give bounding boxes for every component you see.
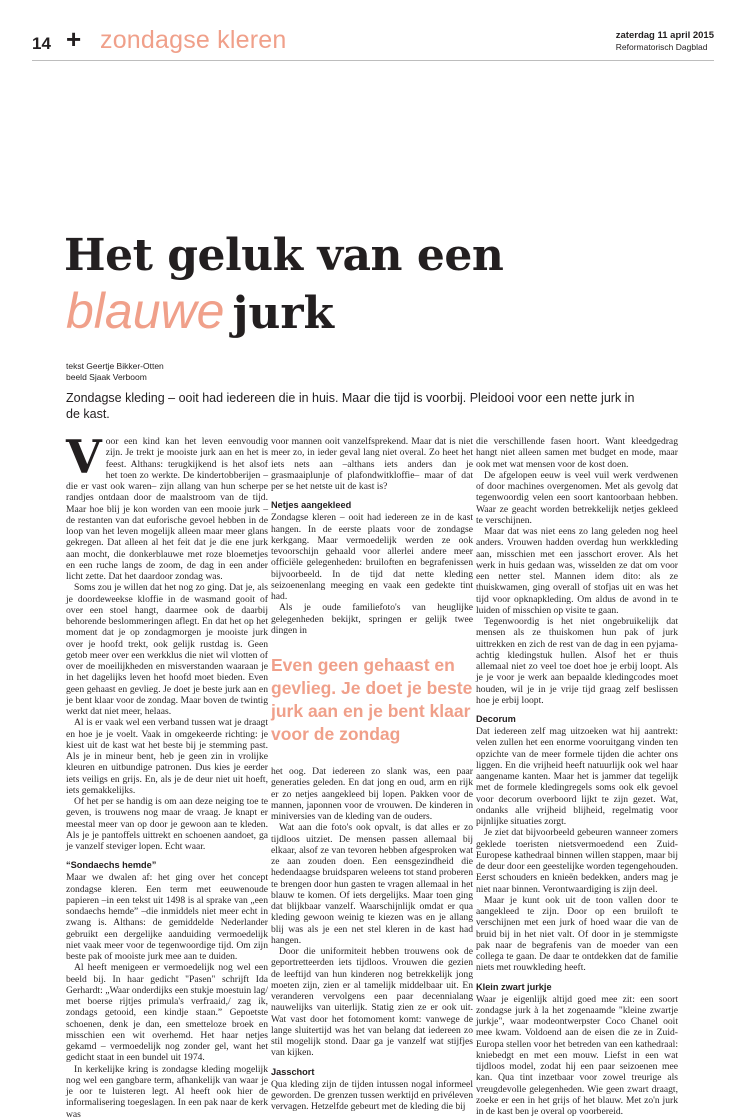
- pull-quote: Even geen gehaast en gevlieg. Je doet je beste jurk aan en je bent klaar voor de zondag: [271, 655, 473, 744]
- paragraph: Al is er vaak wel een verband tussen wat je draagt en hoe je je voelt. Vaak in omgekeerde richting: je kiest uit de kast wat het beste bij je stemming past. Als je in mineur bent, heb je geen zin in vrolijke kleuren en uitbundige patronen. Dus kies je eerder iets veiligs en grijs. En, als je de deur niet uit hoeft, iets gemakkelijks.: [66, 717, 268, 796]
- article-intro: Zondagse kleding – ooit had iedereen die in huis. Maar die tijd is voorbij. Pleidooi voor een nette jurk in de kast.: [66, 391, 635, 421]
- article-column-1: [66, 430, 268, 1120]
- subheading: Jasschort: [271, 1066, 315, 1077]
- byline: [66, 361, 164, 383]
- paragraph: In kerkelijke kring is zondagse kleding mogelijk nog wel een gangbare term, afhankelijk van waar je je oor te luisteren legt. Al heeft ook hier de informalisering toegeslagen. In een pak naar de kerk was: [66, 1063, 268, 1120]
- paragraph: Qua kleding zijn de tijden intussen nogal informeel geworden. De grenzen tussen werktijd en privéleven vervagen. Hetzelfde gebeurt met de kleding die bij: [271, 1078, 473, 1112]
- subheading: Netjes aangekleed: [271, 500, 352, 511]
- page-number: 14: [32, 34, 51, 53]
- header-meta: [616, 30, 714, 52]
- paragraph: Je ziet dat bijvoorbeeld gebeuren wanneer zomers geklede toeristen nietsvermoedend een Zuid-Europese kathedraal binnen willen stappen, maar bij de deur door een geestelijke worden tegengehouden. Eerst schouders en knieën bedekken, anders mag je niet naar binnen. Verontwaardiging is zijn deel.: [476, 827, 678, 895]
- paragraph: Door die uniformiteit hebben trouwens ook de geportretteerden iets tijdloos. Vrouwen die gezien de leeftijd van hun kinderen nog betrekkelijk jong moeten zijn, zien er al tamelijk middelbaar uit. En veranderen vervolgens een paar decennialang nauwelijks van uiterlijk. Statig zien ze er ook uit. Wat vast door het fotomoment komt: vanwege de lange sluitertijd was het van belang dat iedereen zo stil mogelijk stond. Daar ga je vanzelf wat stijfjes van kijken.: [271, 946, 473, 1059]
- paragraph: Maar je kunt ook uit de toon vallen door te aangekleed te zijn. Door op een bruiloft te verschijnen met een jurk of hoed waar die van de bruid bij in het niet valt. Of door in je stemmigste pak naar de begrafenis van de moeder van een collega te gaan. De daar te ontdekken dat de familie niets met rouwkleding heeft.: [476, 894, 678, 974]
- paragraph: Al heeft menigeen er vermoedelijk nog wel een beeld bij. In haar gedicht "Pasen" schrijft Ida Gerhardt: „Waar onderdijks een stukje moestuin lag/ met boerse rijtjes primula's verfraaid,/ zag ik, zondags getooid, een kindje staan.” Gepoetste schoenen, denk je dan, een smetteloze broek en misschien een wit overhemd. Het haar netjes gekamd – vermoedelijk nog zonder gel, want het gedicht staat in een bundel uit 1974.: [66, 962, 268, 1064]
- headline-accent-word: blauwe: [66, 283, 225, 339]
- headline-line1: Het geluk van een: [64, 230, 504, 281]
- headline-line2: [66, 282, 334, 340]
- article-column-2: [271, 436, 473, 1112]
- paragraph: Soms zou je willen dat het nog zo ging. Dat je, als je doordeweekse kloffie in de wasmand gooit of over een stoel hangt, daarmee ook de daarbij behorende beslommeringen aflegt. En dat het op het moment dat je op zondagmorgen je mooiste jurk over je hoofd trekt, ook gelijk rustdag is. Geen getob meer over een werkklus die niet wil vlotten of over de moeilijkheden en misverstanden waaraan je in het dagelijks leven het hoofd moet bieden. Even geen gehaast en gevlieg. Je doet je beste jurk aan en je bent klaar voor de zondag. Maar boven de twintig werkt dat niet meer, helaas.: [66, 582, 268, 717]
- text-credit: tekst Geertje Bikker-Otten: [66, 361, 164, 371]
- section-title: zondagse kleren: [100, 26, 287, 54]
- drop-cap: V: [66, 430, 102, 484]
- paragraph: Tegenwoordig is het niet ongebruikelijk dat mensen als ze thuiskomen hun pak of jurk uittrekken en zich de rest van de dag in een pyjama-achtig kledingstuk hullen. Alsof het er thuis allemaal niet zo veel toe doet hoe je erbij loopt. Als je je voor je werk aan bepaalde kledingcodes moet houden, wil je in je vrije tijd graag zelf beslissen hoe je erbij loopt.: [476, 616, 678, 706]
- paragraph: Maar dat was niet eens zo lang geleden nog heel anders. Vrouwen hadden overdag hun werkkleding aan, misschien met een jasschort erover. Als het werk in huis gedaan was, wisselden ze dat om voor een netter stel. Mannen idem dito: als ze thuiskwamen, ging overall of stofjas uit en was het tijd voor opknapkleding. Om aldus de avond in te luiden of misschien op visite te gaan.: [476, 526, 678, 616]
- paragraph: Dat iedereen zelf mag uitzoeken wat hij aantrekt: velen zullen het een enorme vooruitgang vinden ten opzichte van de meer formele tijden die achter ons liggen. En die vrijheid heeft natuurlijk ook wel haar aangename kanten. Maar het is jammer dat tegelijk met de formele kledingregels soms ook elk gevoel voor decorum overboord lijkt te zijn gezet. Wat, ondanks alle vrijheid blijheid, regelmatig voor pijnlijke situaties zorgt.: [476, 726, 678, 827]
- page-header: [32, 24, 714, 61]
- paragraph: Zondagse kleren – ooit had iedereen ze in de kast hangen. In de eerste plaats voor de zondagse kerkgang. Maar vermoedelijk werden ze ook tevoorschijn gehaald voor allerlei andere meer officiële gelegenheden: bruiloften en begrafenissen bijvoorbeeld. In de tijd dat nette kleding seizoenenlang meeging en vaak een gedekte tint had.: [271, 512, 473, 602]
- paragraph: Wat aan die foto's ook opvalt, is dat alles er zo tijdloos uitziet. De mensen passen allemaal bij elkaar, alsof ze van tevoren hebben afgesproken wat ze aan zouden doen. Een eensgezindheid die hedendaagse bruidsparen weleens tot stand proberen te brengen door hun gasten te vragen allemaal in het blauw te komen. Of iets dergelijks. Maar toen ging dat blijkbaar vanzelf. Waarschijnlijk omdat er qua kleding gewoon weinig te kiezen was en je allang blij was als je een net stel kleren in de kast had hangen.: [271, 822, 473, 946]
- subheading: Decorum: [476, 714, 516, 724]
- photo-credit: beeld Sjaak Verboom: [66, 372, 147, 382]
- newspaper-name: Reformatorisch Dagblad: [615, 42, 708, 52]
- subheading: “Sondaechs hemde”: [66, 860, 157, 871]
- paragraph: voor mannen ooit vanzelfsprekend. Maar dat is niet meer zo, in ieder geval lang niet overal. Zo heet het iets nets aan –althans iets anders dan je grasmaaiplunje of plafondwitkloffie– maar of dat per se het netste uit de kast is?: [271, 436, 473, 492]
- paragraph: Waar je eigenlijk altijd goed mee zit: een soort zondagse jurk à la het zogenaamde "kleine zwartje jurkje", waar modeontwerpster Coco Chanel ooit mee kwam. Voldoend aan de eisen die ze in Zuid-Europa stellen voor het betreden van een kathedraal: kniebedgt en met een mouw. Liefst in een wat tijdloos model, zodat hij een paar seizoenen mee kan. Qua tint inzetbaar voor zowel treurige als vreugdevolle gelegenheden. Wie geen zwart draagt, zoeke er een in het grijs of het blauw. Met zo'n jurk in de kast ben je overal op voorbereid.: [476, 993, 678, 1117]
- paragraph: Maar we dwalen af: het ging over het concept zondagse kleren. Een term met eeuwenoude papieren –in een tekst uit 1498 is al sprake van „een sondaechs hemde” –die inmiddels niet meer echt in zwang is. Althans: de gemiddelde Nederlander gebruikt een dergelijke aanduiding vermoedelijk niet vaak meer voor de tegenwoordige tijd. Om zijn beste pak of mooiste jurk mee aan te duiden.: [66, 872, 268, 962]
- headline-last-word: jurk: [232, 288, 335, 339]
- paragraph: De afgelopen eeuw is veel vuil werk verdwenen of door machines overgenomen. Met als gevolg dat tegenwoordig velen een soort kantoorbaan hebben. Waar ze geacht worden betrekkelijk netjes gekleed te verschijnen.: [476, 469, 678, 526]
- paragraph: Of het per se handig is om aan deze neiging toe te geven, is trouwens nog maar de vraag. Je knapt er meestal meer van op door je gewoon aan te kleden. Als je je pantoffels uittrekt en schoenen aandoet, ga je vanzelf steviger lopen. Echt waar.: [66, 796, 268, 852]
- article-column-3: [476, 436, 678, 1117]
- issue-date: zaterdag 11 april 2015: [615, 30, 714, 41]
- paragraph: die verschillende fasen hoort. Want kleedgedrag hangt niet alleen samen met budget en mode, maar ook met wat mensen voor de kost doen.: [476, 436, 678, 470]
- subheading: Klein zwart jurkje: [476, 981, 552, 992]
- paragraph: Voor een kind kan het leven eenvoudig zijn. Je trekt je mooiste jurk aan en het is feest. Althans: terugkijkend is het alsof het toen zo werkte. De kindertobberijen –die er vast ook waren– zijn allang van hun scherpe randjes ontdaan door de maalstroom van de tijd. Maar hoe blij je kon worden van een mooie jurk – de restanten van dat euforische gevoel hebben in de loop van het leven mogelijk alleen maar meer glans gekregen. Dat alleen al het feit dat je die ene jurk aan mocht, die donkerblauwe met roze bloemetjes en een ruche langs de zoom, de dag in een ander licht zette. Dat het daardoor zondag was.: [66, 430, 268, 582]
- plus-icon: +: [66, 24, 82, 54]
- paragraph: Als je oude familiefoto's van heuglijke gelegenheden bekijkt, springen er gelijk twee dingen in: [271, 602, 473, 636]
- paragraph: het oog. Dat iedereen zo slank was, een paar generaties geleden. En dat jong en oud, arm en rijk er zo netjes aangekleed bij lopen. Pakken voor de mannen, japonnen voor de vrouwen. De kinderen in miniversies van de kleding van de ouders.: [271, 766, 473, 822]
